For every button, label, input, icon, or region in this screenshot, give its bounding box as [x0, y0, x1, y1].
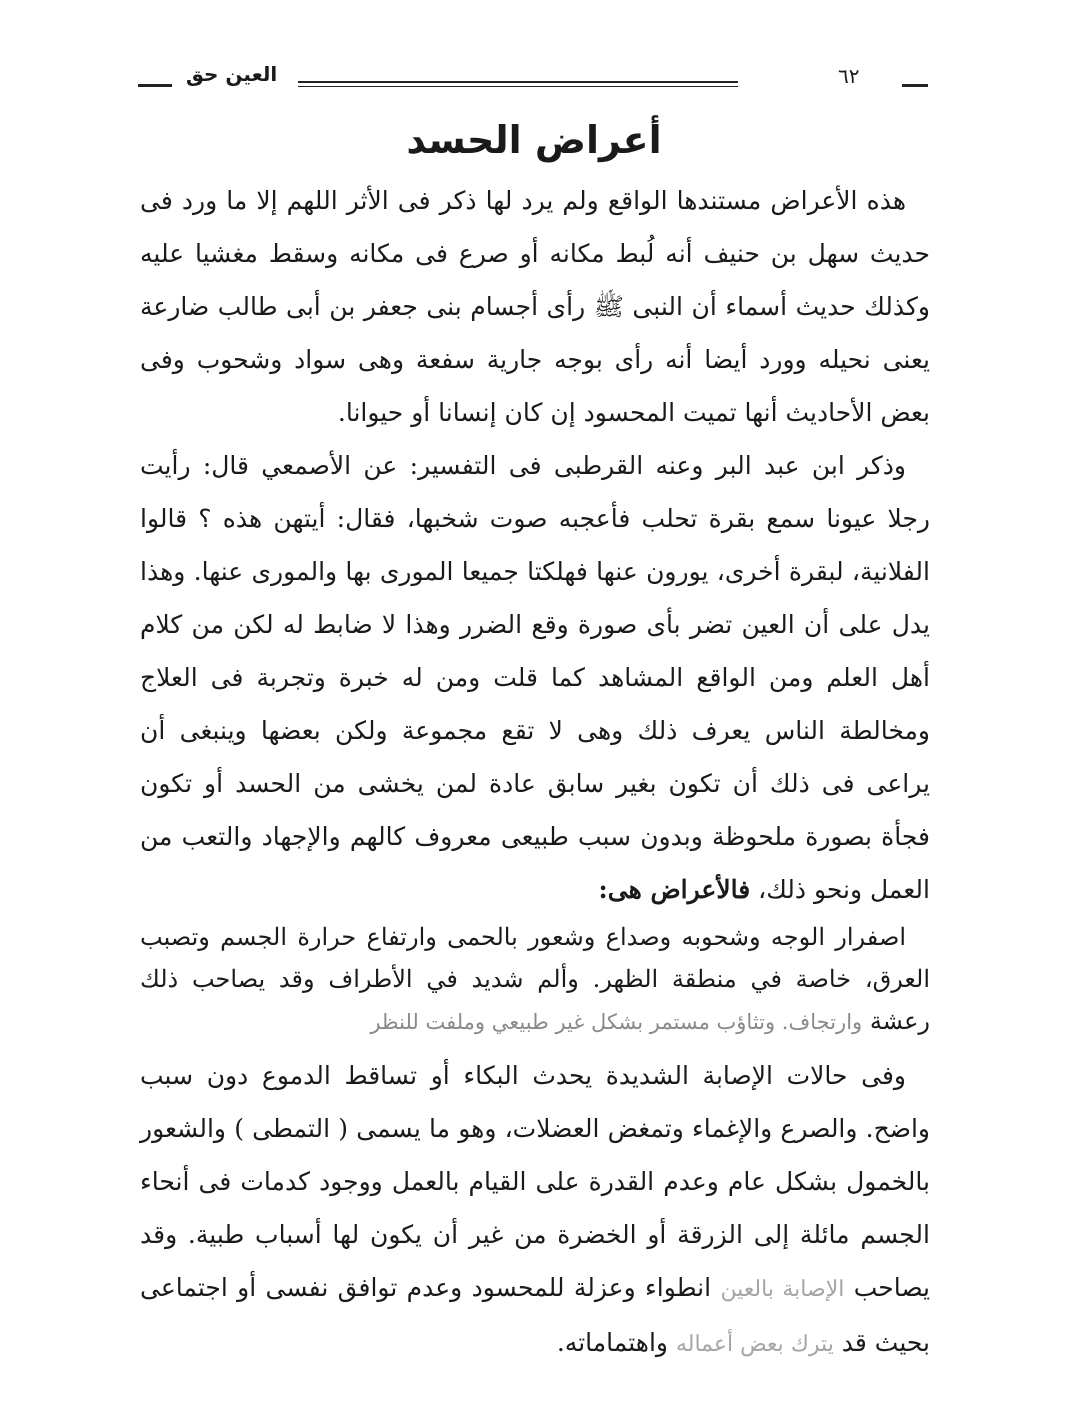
- section-heading: أعراض الحسد: [406, 118, 662, 162]
- paragraph-4-faded-a: الإصابة بالعين: [720, 1277, 845, 1302]
- header-dash-right: [902, 84, 928, 87]
- paragraph-1: هذه الأعراض مستندها الواقع ولم يرد لها ذكر فى الأثر اللهم إلا ما ورد فى حديث سهل بن حنيف أنه لُبط مكانه أو صرع فى مكانه وسقط مغشيا عليه وكذلك حديث أسماء أن النبى ﷺ رأى أجسام بنى جعفر بن أبى طالب ضارعة يعنى نحيله وورد أيضا أنه رأى بوجه جارية سفعة وهى سواد وشحوب وفى بعض الأحاديث أنها تميت المحسود إن كان إنسانا أو حيوانا.: [140, 186, 931, 427]
- symptoms-lead-in: فالأعراض هى:: [598, 875, 751, 904]
- running-title: العين حق: [186, 62, 278, 86]
- header-rule: [298, 81, 738, 87]
- paragraph-4-text-a: وفى حالات الإصابة الشديدة يحدث البكاء أو تساقط الدموع دون سبب واضح. والصرع والإغماء وتمغض العضلات، وهو ما يسمى ( التمطى ) والشعور بالخمول بشكل عام وعدم القدرة على القيام بالعمل ووجود كدمات فى أنحاء الجسم مائلة إلى الزرقة أو الخضرة من غير أن يكون لها أسباب طبية. وقد يصاحب: [140, 1061, 931, 1302]
- paragraph-4-text-b: انطواء وعزلة للمحسود وعدم توافق نفسى أو اجتماعى بحيث قد: [140, 1273, 930, 1357]
- paragraph-4: [140, 1049, 930, 1371]
- paragraph-2-text: وذكر ابن عبد البر وعنه القرطبى فى التفسير: عن الأصمعي قال: رأيت رجلا عيونا سمع بقرة تحلب فأعجبه صوت شخبها، فقال: أيتهن هذه ؟ قالوا الفلانية، لبقرة أخرى، يورون عنها فهلكتا جميعا المورى بها والمورى عنها. وهذا يدل على أن العين تضر بأى صورة وقع الضرر وهذا لا ضابط له لكن من كلام أهل العلم ومن الواقع المشاهد كما قلت ومن له خبرة وتجربة فى العلاج ومخالطة الناس يعرف ذلك وهى لا تقع مجموعة ولكن بعضها وينبغى أن يراعى فى ذلك أن تكون بغير سابق عادة لمن يخشى من الحسد أو تكون فجأة بصورة ملحوظة وبدون سبب طبيعى معروف كالهم والإجهاد والتعب من العمل ونحو ذلك،: [140, 451, 930, 904]
- running-header: [138, 62, 928, 98]
- paragraph-4-text-c: واهتماماته.: [556, 1328, 668, 1357]
- paragraph-4-faded-b: يترك بعض أعماله: [675, 1332, 834, 1357]
- body-text: [140, 174, 930, 1371]
- paragraph-3: [140, 916, 930, 1043]
- paragraph-3-faded-text: وارتجاف. وتثاؤب مستمر بشكل غير طبيعي وملفت للنظر: [370, 1010, 863, 1034]
- header-dash-left: [138, 84, 172, 87]
- paragraph-3-text: اصفرار الوجه وشحوبه وصداع وشعور بالحمى وارتفاع حرارة الجسم وتصبب العرق، خاصة في منطقة الظهر. وألم شديد في الأطراف وقد يصاحب ذلك رعشة: [140, 923, 930, 1035]
- page-number: ٦٢: [838, 64, 860, 88]
- paragraph-2: [140, 439, 930, 916]
